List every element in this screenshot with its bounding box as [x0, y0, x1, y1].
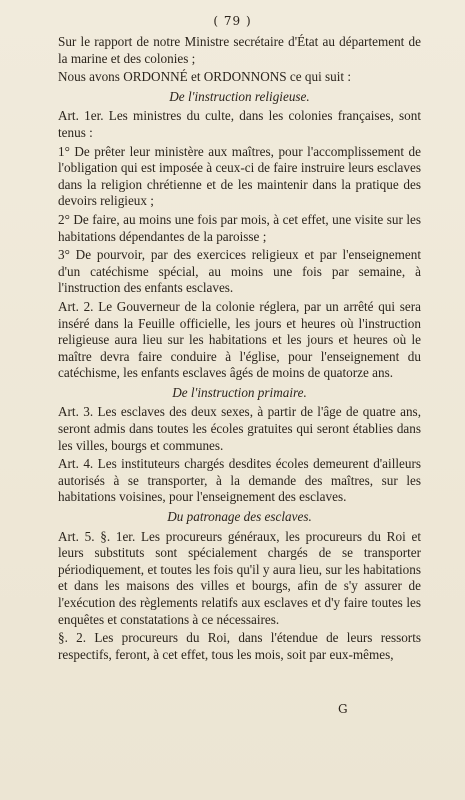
- page-number: ( 79 ): [213, 14, 252, 28]
- paragraph: Art. 2. Le Gouverneur de la colonie réglera, par un arrêté qui sera inséré dans la Feuille officielle, les jours et heures où l'instruction religieuse aura lieu sur les habitations et les jours et heures où le maître devra faire conduire à l'église, pour l'enseignement du catéchisme, les enfants esclaves âgés de moins de quatorze ans.: [58, 298, 421, 381]
- section-heading: Du patronage des esclaves.: [167, 509, 312, 525]
- paragraph: Sur le rapport de notre Ministre secrétaire d'État au département de la marine et des colonies ;: [58, 34, 421, 66]
- section-heading: De l'instruction primaire.: [172, 384, 307, 400]
- paragraph: 2° De faire, au moins une fois par mois, à cet effet, une visite sur les habitations dépendantes de la paroisse ;: [58, 211, 421, 244]
- paragraph: Nous avons ORDONNÉ et ORDONNONS ce qui suit :: [58, 69, 352, 85]
- signature-mark: G: [338, 702, 348, 716]
- paragraph: Art. 3. Les esclaves des deux sexes, à partir de l'âge de quatre ans, seront admis dans toutes les écoles gratuites qui seront établies dans les villes, bourgs et communes.: [58, 404, 421, 453]
- document-body: [58, 34, 421, 665]
- section-heading: De l'instruction religieuse.: [169, 88, 310, 104]
- paragraph: Art. 1er. Les ministres du culte, dans les colonies françaises, sont tenus :: [58, 108, 421, 140]
- paragraph: 3° De pourvoir, par des exercices religieux et par l'enseignement d'un catéchisme spécial, au moins une fois par semaine, à l'instruction des enfants esclaves.: [58, 247, 421, 296]
- paragraph: §. 2. Les procureurs du Roi, dans l'étendue de leurs ressorts respectifs, feront, à cet effet, tous les mois, soit par eux-mêmes,: [58, 630, 421, 662]
- paragraph: 1° De prêter leur ministère aux maîtres, pour l'accomplissement de l'obligation qui est imposée à ceux-ci de faire instruire leurs esclaves dans la religion chrétienne et de les maintenir dans la pratique des devoirs religieux ;: [58, 143, 421, 209]
- paragraph: Art. 4. Les instituteurs chargés desdites écoles demeurent d'ailleurs autorisés à se transporter, à la demande des maîtres, sur les habitations voisines, pour l'enseignement des esclaves.: [58, 456, 421, 505]
- paragraph: Art. 5. §. 1er. Les procureurs généraux, les procureurs du Roi et leurs substituts sont spécialement chargés de se transporter périodiquement, et toutes les fois qu'il y aura lieu, sur les habitations et dans les maisons des villes et bourgs, afin de s'y assurer de l'exécution des règlements relatifs aux esclaves et d'y faire toutes les enquêtes et constatations à ce nécessaires.: [58, 528, 421, 627]
